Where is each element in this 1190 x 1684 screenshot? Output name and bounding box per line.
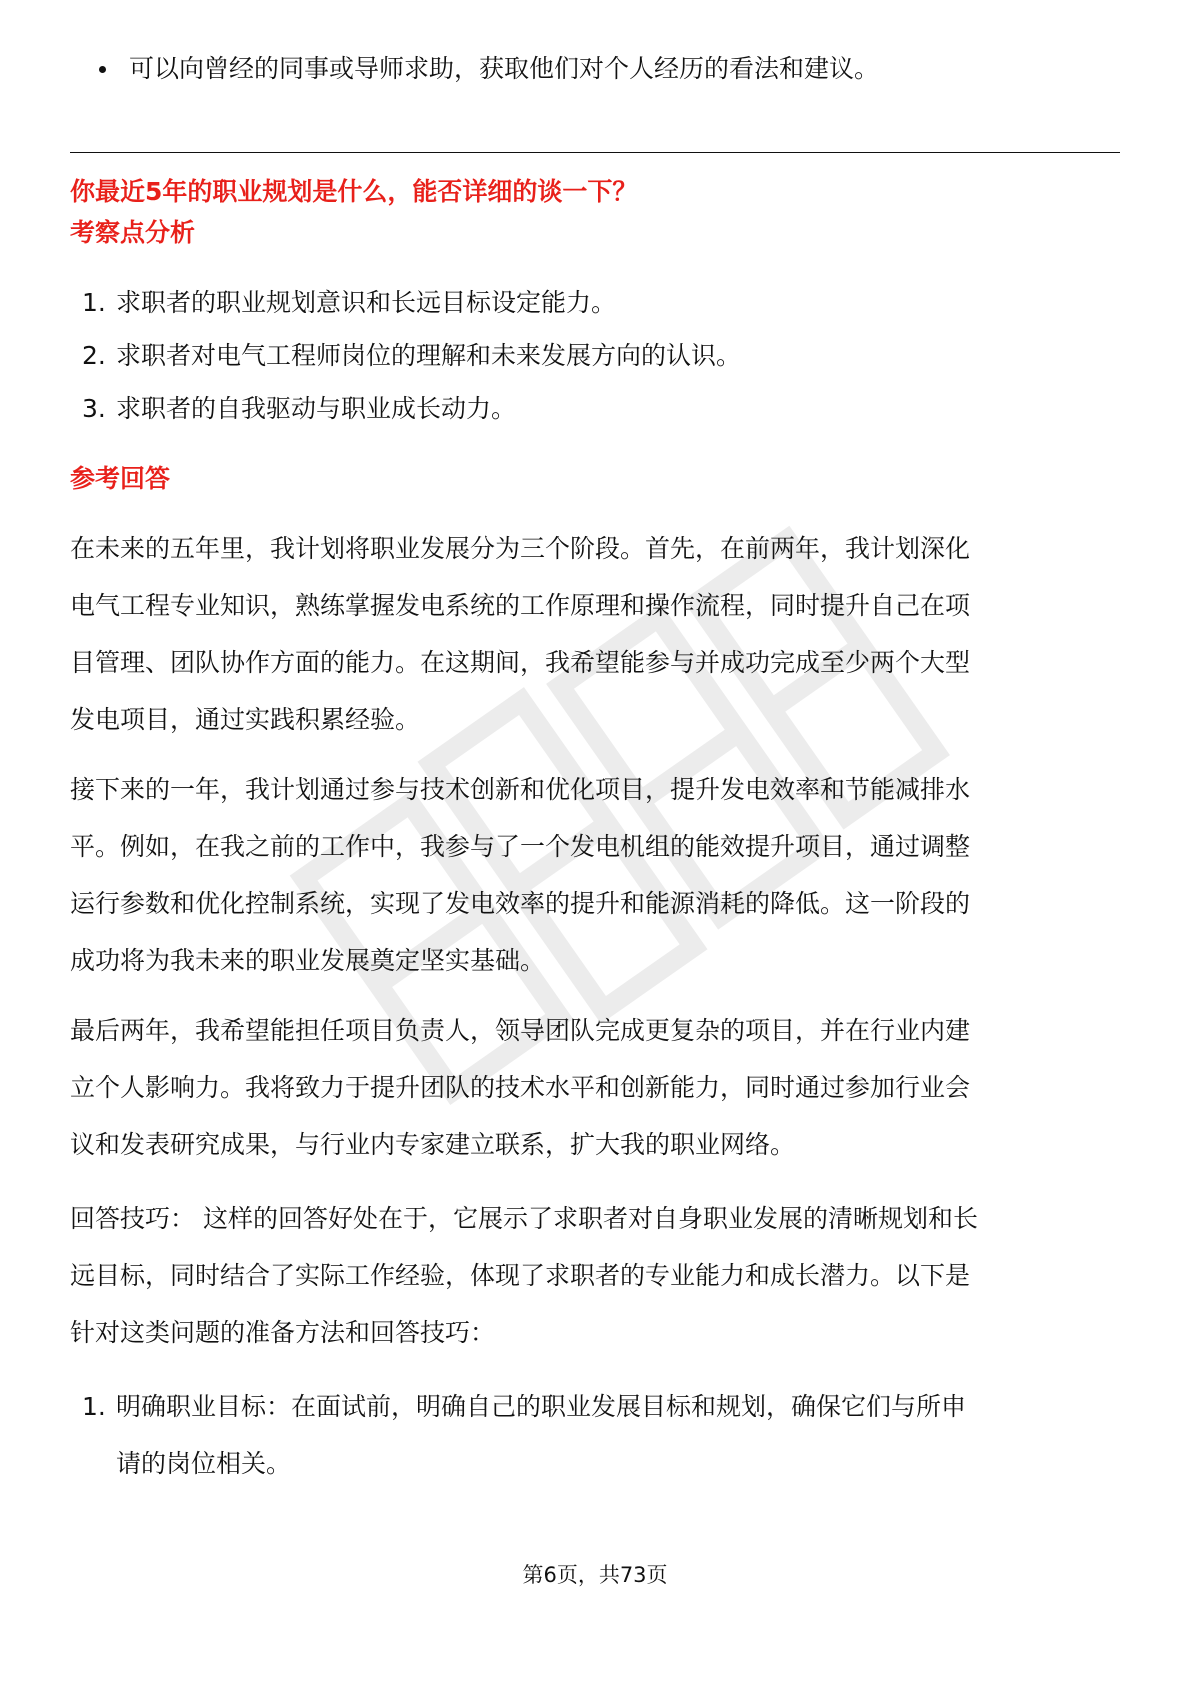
answer-paragraph [70, 1002, 1120, 1173]
list-number: 2. [82, 341, 106, 370]
list-number: 1. [82, 1392, 106, 1421]
paragraph-line: 电气工程专业知识，熟练掌握发电系统的工作原理和操作流程，同时提升自己在项 [70, 591, 971, 620]
tips-paragraph [70, 1190, 1120, 1361]
page-number-footer: 第6页，共73页 [522, 1563, 668, 1587]
paragraph-line: 议和发表研究成果，与行业内专家建立联系，扩大我的职业网络。 [70, 1130, 796, 1159]
list-text-line: 请的岗位相关。 [116, 1449, 292, 1478]
list-number: 3. [82, 394, 106, 423]
answer-paragraph [70, 761, 1120, 989]
list-text: 求职者对电气工程师岗位的理解和未来发展方向的认识。 [116, 341, 742, 370]
section-divider [70, 152, 1120, 153]
bullet-text: 可以向曾经的同事或导师求助，获取他们对个人经历的看法和建议。 [129, 54, 880, 83]
paragraph-line: 最后两年，我希望能担任项目负责人，领导团队完成更复杂的项目，并在行业内建 [70, 1016, 971, 1045]
list-text: 求职者的职业规划意识和长远目标设定能力。 [116, 288, 617, 317]
paragraph-line: 成功将为我未来的职业发展奠定坚实基础。 [70, 946, 546, 975]
list-number: 1. [82, 288, 106, 317]
paragraph-line: 运行参数和优化控制系统，实现了发电效率的提升和能源消耗的降低。这一阶段的 [70, 889, 971, 918]
analysis-item [82, 336, 1112, 376]
paragraph-line: 接下来的一年，我计划通过参与技术创新和优化项目，提升发电效率和节能减排水 [70, 775, 971, 804]
paragraph-line: 发电项目，通过实践积累经验。 [70, 705, 421, 734]
paragraph-line: 目管理、团队协作方面的能力。在这期间，我希望能参与并成功完成至少两个大型 [70, 648, 971, 677]
bullet-dot [99, 66, 106, 73]
paragraph-line: 平。例如，在我之前的工作中，我参与了一个发电机组的能效提升项目，通过调整 [70, 832, 971, 861]
paragraph-line: 回答技巧： 这样的回答好处在于，它展示了求职者对自身职业发展的清晰规划和长 [70, 1204, 978, 1233]
list-text: 求职者的自我驱动与职业成长动力。 [116, 394, 517, 423]
question-title: 你最近5年的职业规划是什么，能否详细的谈一下？ [70, 177, 638, 206]
tips-item [82, 1378, 1112, 1492]
analysis-item [82, 283, 1112, 323]
paragraph-line: 在未来的五年里，我计划将职业发展分为三个阶段。首先，在前两年，我计划深化 [70, 534, 971, 563]
answer-heading: 参考回答 [70, 464, 171, 493]
paragraph-line: 远目标，同时结合了实际工作经验，体现了求职者的专业能力和成长潜力。以下是 [70, 1261, 971, 1290]
list-text-line: 明确职业目标：在面试前，明确自己的职业发展目标和规划，确保它们与所申 [116, 1392, 967, 1421]
analysis-item [82, 389, 1112, 429]
paragraph-line: 立个人影响力。我将致力于提升团队的技术水平和创新能力，同时通过参加行业会 [70, 1073, 971, 1102]
answer-paragraph [70, 520, 1120, 748]
paragraph-line: 针对这类问题的准备方法和回答技巧： [70, 1318, 496, 1347]
analysis-heading: 考察点分析 [70, 218, 196, 247]
